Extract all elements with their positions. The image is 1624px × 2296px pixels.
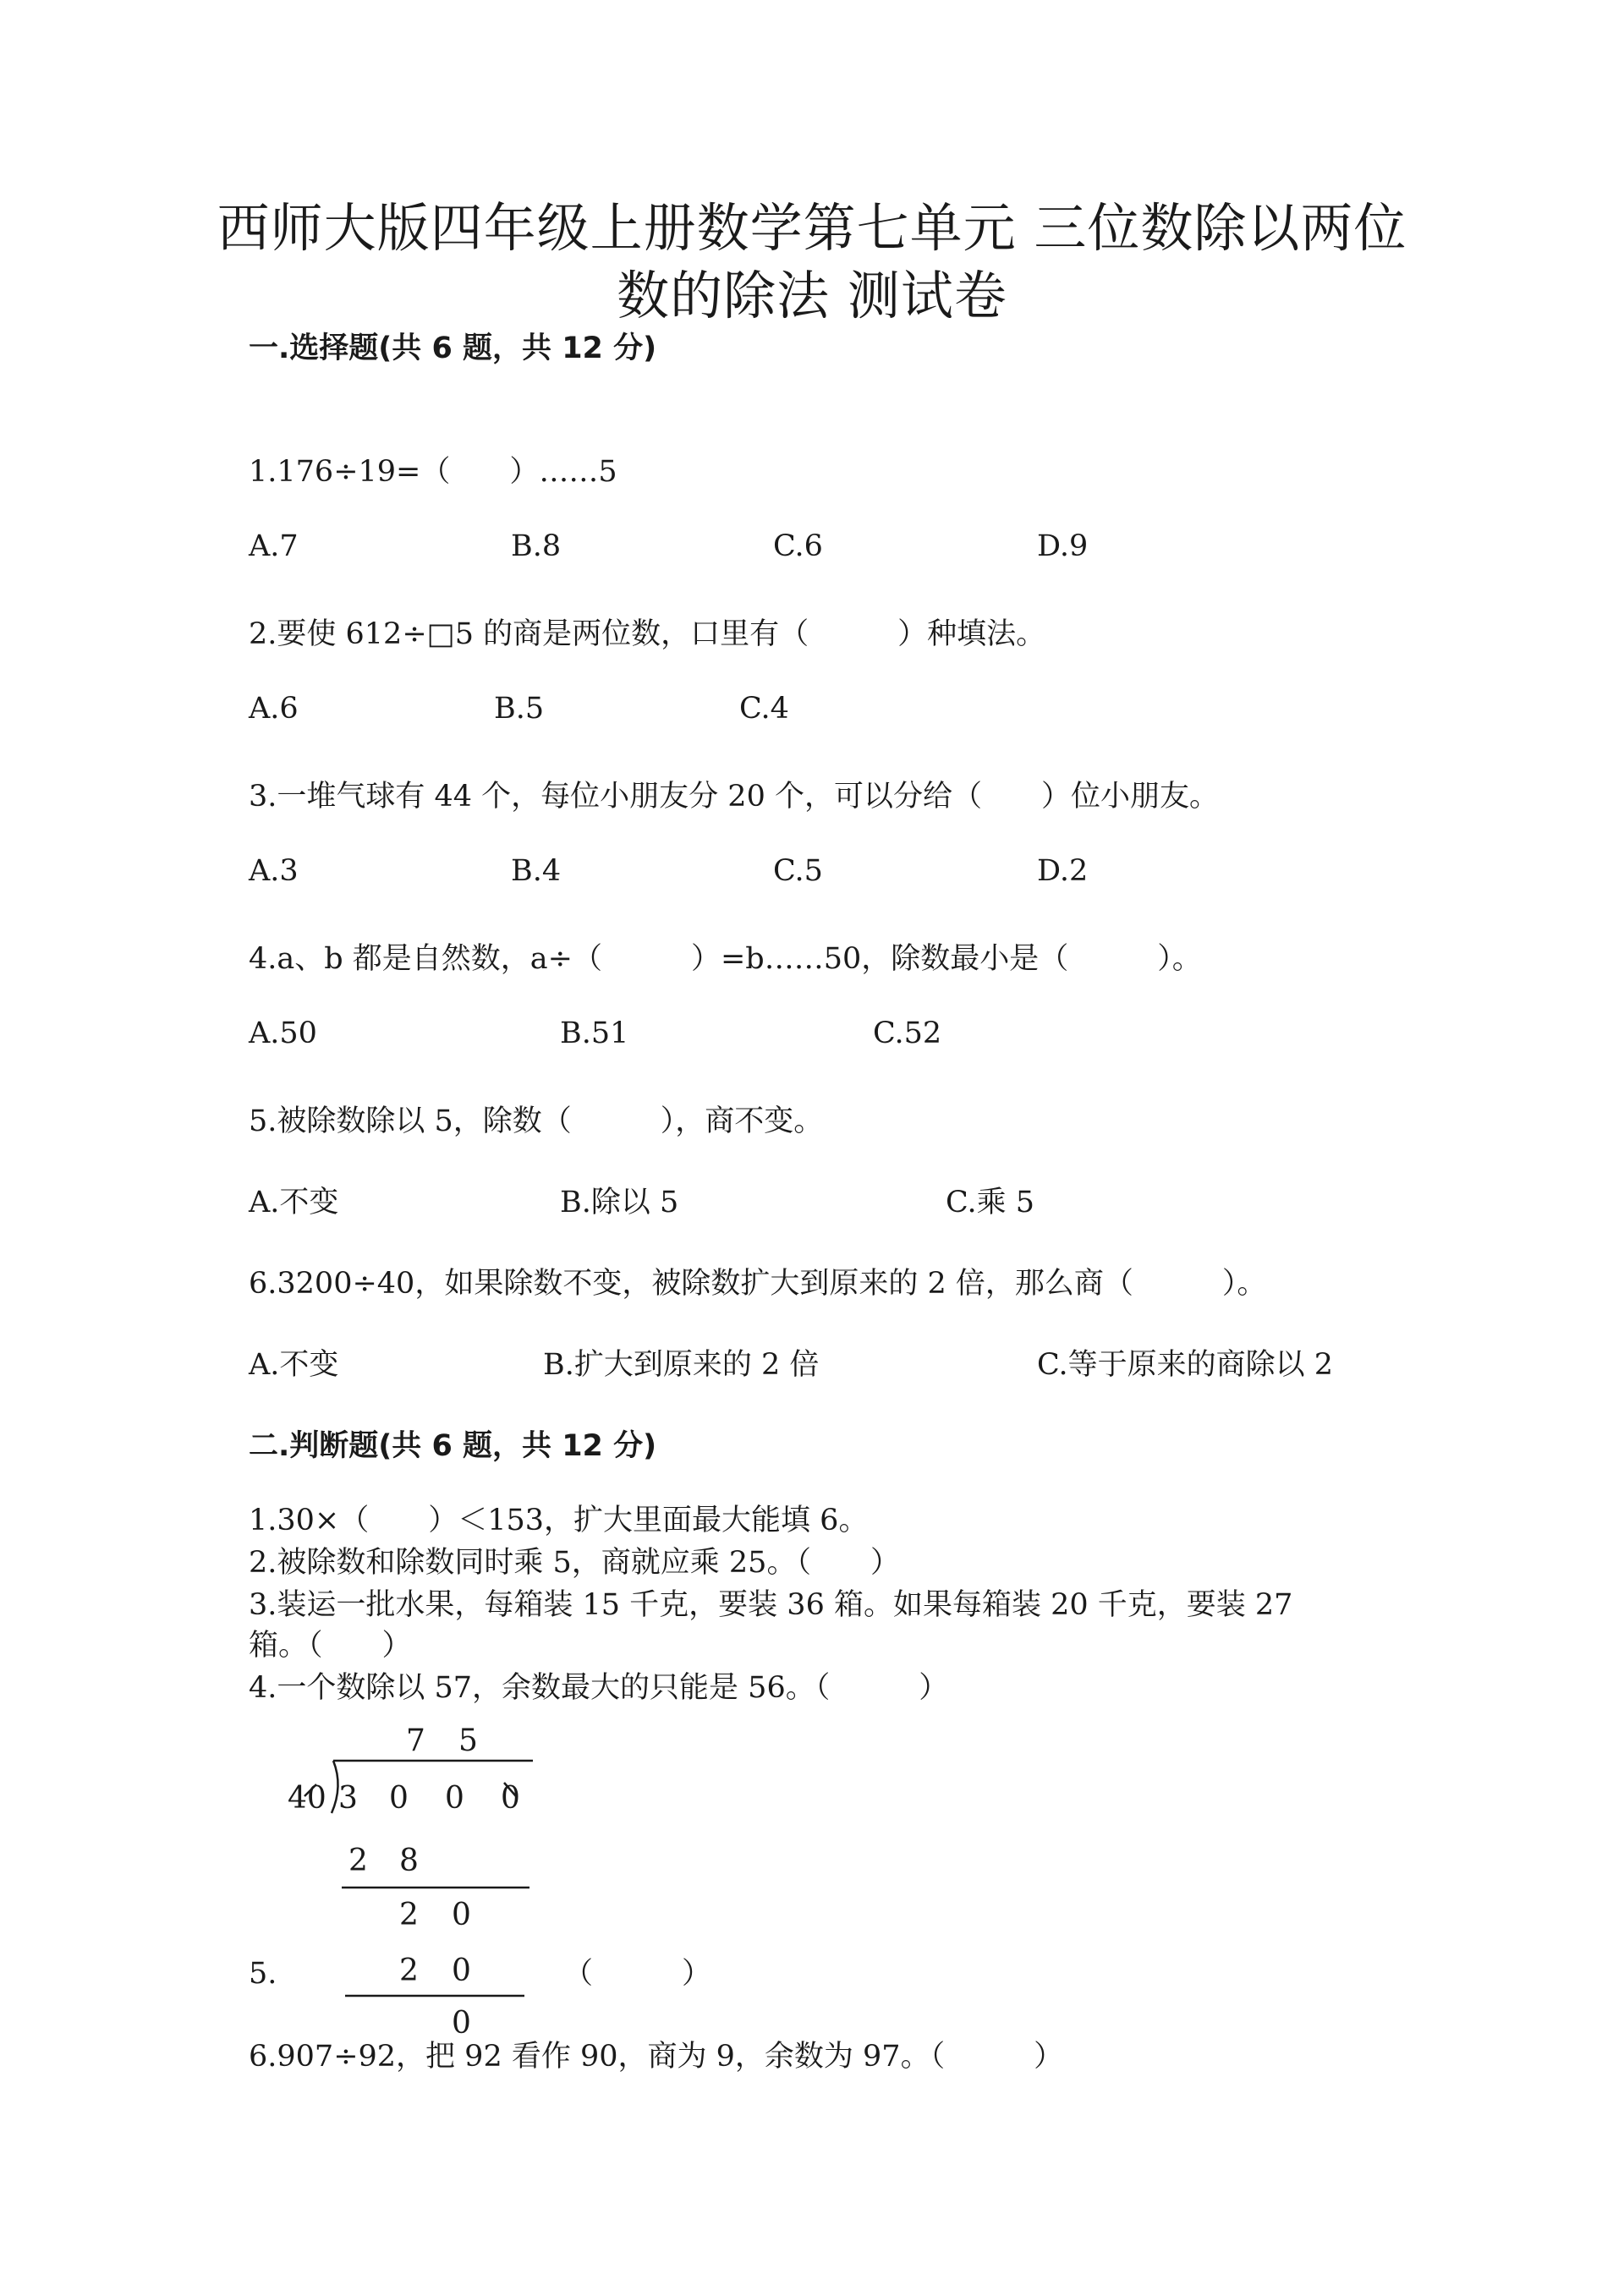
judge-item-4: 4.一个数除以 57，余数最大的只能是 56。（ ） [249,1671,949,1705]
option-6a: A.不变 [249,1348,339,1382]
remainder: 0 [452,2006,471,2038]
option-3b: B.4 [511,854,562,888]
step1-digit: 8 [399,1844,419,1878]
option-2c: C.4 [739,692,789,726]
option-3c: C.5 [773,854,823,888]
question-3: 3.一堆气球有 44 个，每位小朋友分 20 个，可以分给（ ）位小朋友。 [249,780,1219,814]
option-6c: C.等于原来的商除以 2 [1037,1348,1334,1382]
option-5c: C.乘 5 [946,1186,1035,1219]
option-4c: C.52 [873,1016,942,1050]
option-1b: B.8 [511,529,562,563]
judge-item-5-answer-paren: （ ） [563,1957,712,1991]
option-2a: A.6 [249,692,299,726]
question-6: 6.3200÷40，如果除数不变，被除数扩大到原来的 2 倍，那么商（ ）。 [249,1267,1267,1301]
long-division-figure [279,1708,558,2038]
option-2b: B.5 [494,692,545,726]
judge-item-5-label: 5. [249,1957,277,1991]
quotient-digit: 5 [458,1723,478,1758]
option-4b: B.51 [560,1016,629,1050]
dividend-digit: 0 [445,1781,464,1816]
step3-digit: 0 [452,1954,471,1988]
option-5b: B.除以 5 [560,1186,679,1219]
judge-item-6: 6.907÷92，把 92 看作 90，商为 9，余数为 97。（ ） [249,2040,1064,2074]
option-5a: A.不变 [249,1186,339,1219]
step2-digit: 2 [399,1898,419,1932]
option-3a: A.3 [249,854,299,888]
judge-item-3: 3.装运一批水果，每箱装 15 千克，要装 36 箱。如果每箱装 20 千克，要装 27 [249,1588,1293,1622]
question-1: 1.176÷19=（ ）……5 [249,455,617,489]
option-1d: D.9 [1037,529,1089,563]
step2-digit: 0 [452,1898,471,1932]
judge-item-1: 1.30×（ ）＜153，扩大里面最大能填 6。 [249,1504,869,1537]
division-bracket [332,1761,338,1813]
page-title-line2: 数的除法 测试卷 [617,265,1007,326]
option-3d: D.2 [1037,854,1089,888]
section-heading-choice: 一.选择题(共 6 题，共 12 分) [249,332,657,365]
option-4a: A.50 [249,1016,317,1050]
option-1a: A.7 [249,529,299,563]
page-title-line1: 西师大版四年级上册数学第七单元 三位数除以两位 [217,197,1407,259]
section-heading-judge: 二.判断题(共 6 题，共 12 分) [249,1429,657,1463]
dividend-digit: 3 [338,1781,358,1816]
option-1c: C.6 [773,529,823,563]
dividend-digit: 0 [389,1781,409,1816]
step1-digit: 2 [348,1844,368,1878]
judge-item-3-cont: 箱。（ ） [249,1629,412,1663]
question-4: 4.a、b 都是自然数，a÷（ ）=b……50，除数最小是（ ）。 [249,942,1202,976]
divisor: 40 [288,1781,326,1816]
quotient-digit: 7 [406,1723,425,1758]
step3-digit: 2 [399,1954,419,1988]
option-6b: B.扩大到原来的 2 倍 [543,1348,820,1382]
question-5: 5.被除数除以 5，除数（ ），商不变。 [249,1104,824,1138]
judge-item-2: 2.被除数和除数同时乘 5，商就应乘 25。（ ） [249,1546,900,1580]
question-2: 2.要使 612÷□5 的商是两位数，口里有（ ）种填法。 [249,617,1046,651]
dividend-digit: 0 [501,1781,520,1816]
